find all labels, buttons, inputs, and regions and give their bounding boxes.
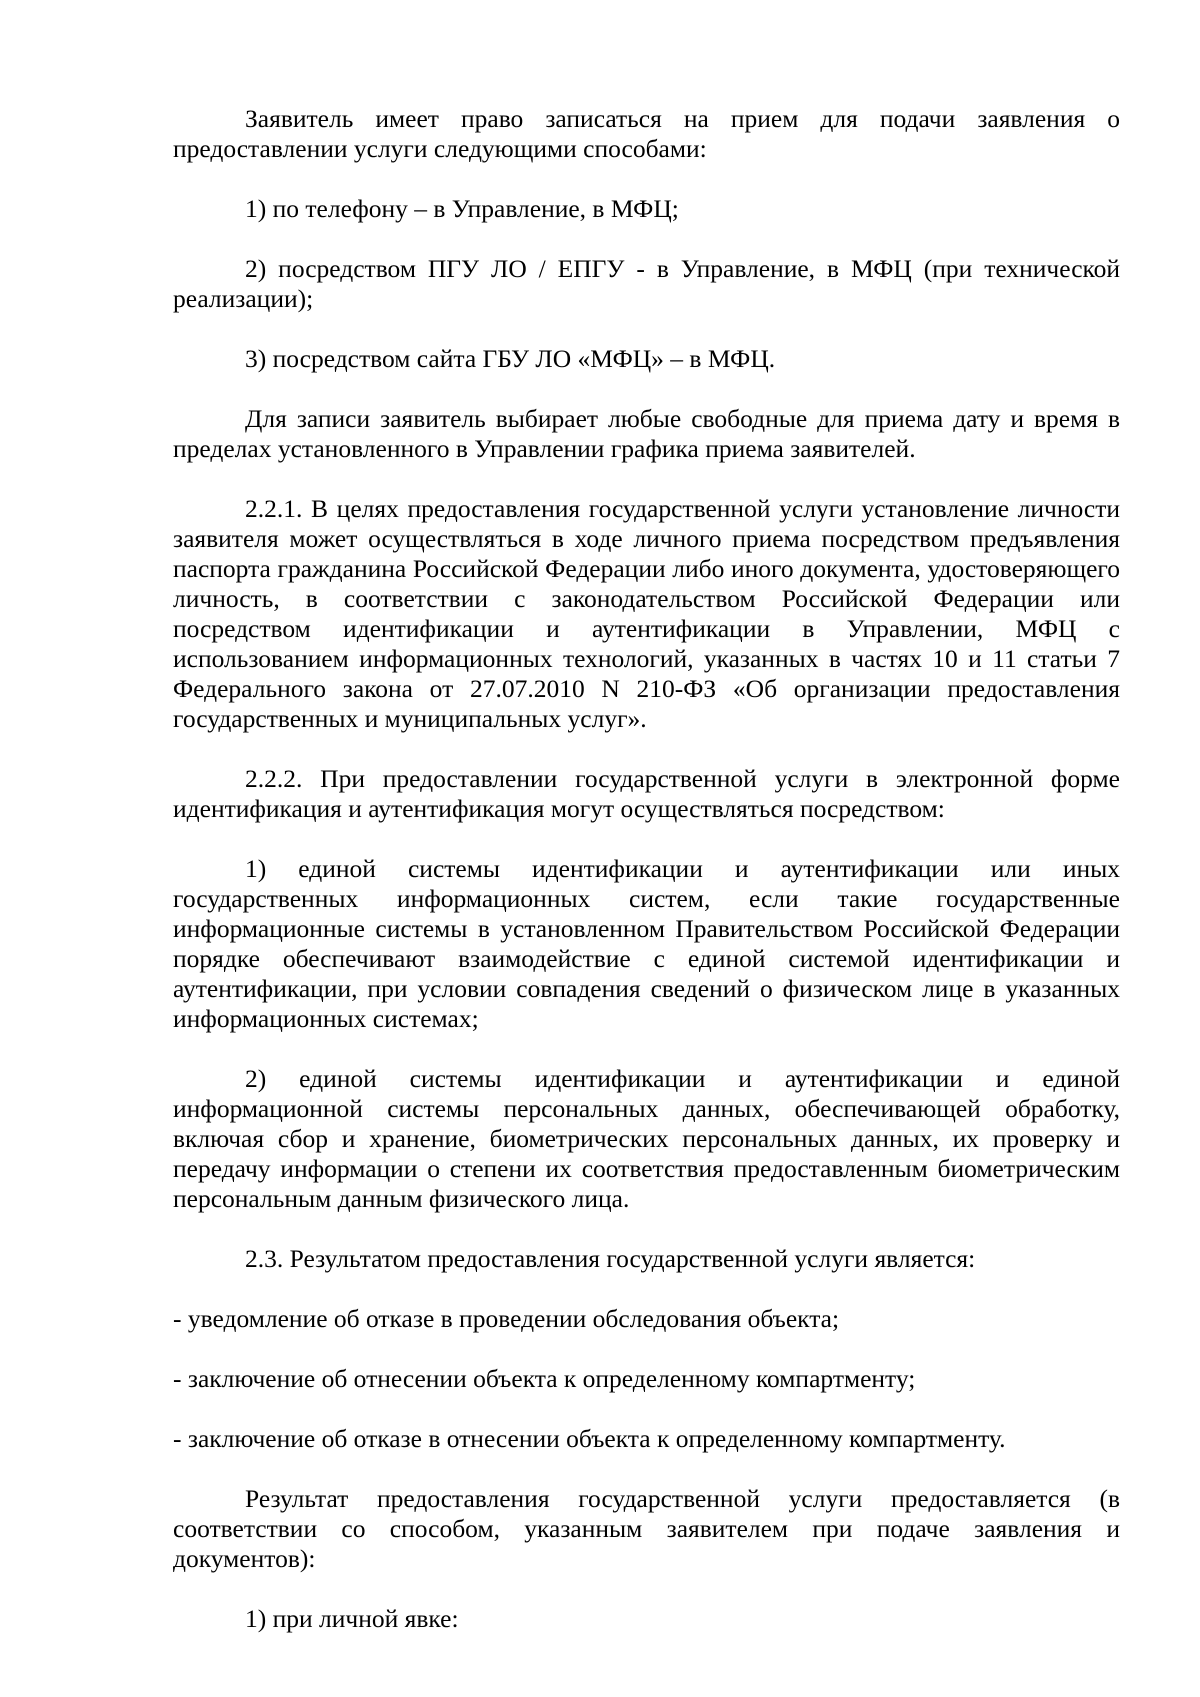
list-item-biometric: 2) единой системы идентификации и аутентификации и единой информационной системы персональных данных, обеспечивающей обработку, включая сбор и хранение, биометрических персональных данных, их проверку и передачу информации о степени их соответствия предоставленным биометрическим персональным данным физического лица. — [173, 1064, 1120, 1213]
document-body — [173, 104, 1120, 1664]
paragraph-result-delivery: Результат предоставления государственной услуги предоставляется (в соответствии со способом, указанным заявителем при подаче заявления и документов): — [173, 1484, 1120, 1573]
paragraph-2-3: 2.3. Результатом предоставления государственной услуги является: — [245, 1244, 976, 1273]
list-item-portal: 2) посредством ПГУ ЛО / ЕПГУ - в Управление, в МФЦ (при технической реализации); — [173, 254, 1120, 313]
paragraph-2-2-1: 2.2.1. В целях предоставления государственной услуги установление личности заявителя может осуществляться в ходе личного приема посредством предъявления паспорта гражданина Российской Федерации либо иного документа, удостоверяющего личность, в соответствии с законодательством Российской Федерации или посредством идентификации и аутентификации в Управлении, МФЦ с использованием информационных технологий, указанных в частях 10 и 11 статьи 7 Федерального закона от 27.07.2010 N 210-ФЗ «Об организации предоставления государственных и муниципальных услуг». — [173, 494, 1120, 733]
list-item-esia: 1) единой системы идентификации и аутентификации или иных государственных информационных систем, если такие государственные информационные системы в установленном Правительством Российской Федерации порядке обеспечивают взаимодействие с единой системой идентификации и аутентификации, при условии совпадения сведений о физическом лице в указанных информационных системах; — [173, 854, 1120, 1033]
result-item-conclusion: - заключение об отнесении объекта к определенному компартменту; — [173, 1364, 916, 1393]
list-item-phone: 1) по телефону – в Управление, в МФЦ; — [245, 194, 679, 223]
list-item-mfc-site: 3) посредством сайта ГБУ ЛО «МФЦ» – в МФЦ. — [245, 344, 776, 373]
result-item-refusal-notice: - уведомление об отказе в проведении обследования объекта; — [173, 1304, 840, 1333]
paragraph-appointment-choice: Для записи заявитель выбирает любые свободные для приема дату и время в пределах установленного в Управлении графика приема заявителей. — [173, 404, 1120, 463]
paragraph-2-2-2: 2.2.2. При предоставлении государственной услуги в электронной форме идентификация и аутентификация могут осуществляться посредством: — [173, 764, 1120, 823]
paragraph-appointment-intro: Заявитель имеет право записаться на прием для подачи заявления о предоставлении услуги следующими способами: — [173, 104, 1120, 163]
result-item-refusal-conclusion: - заключение об отказе в отнесении объекта к определенному компартменту. — [173, 1424, 1006, 1453]
list-item-in-person: 1) при личной явке: — [245, 1604, 459, 1633]
